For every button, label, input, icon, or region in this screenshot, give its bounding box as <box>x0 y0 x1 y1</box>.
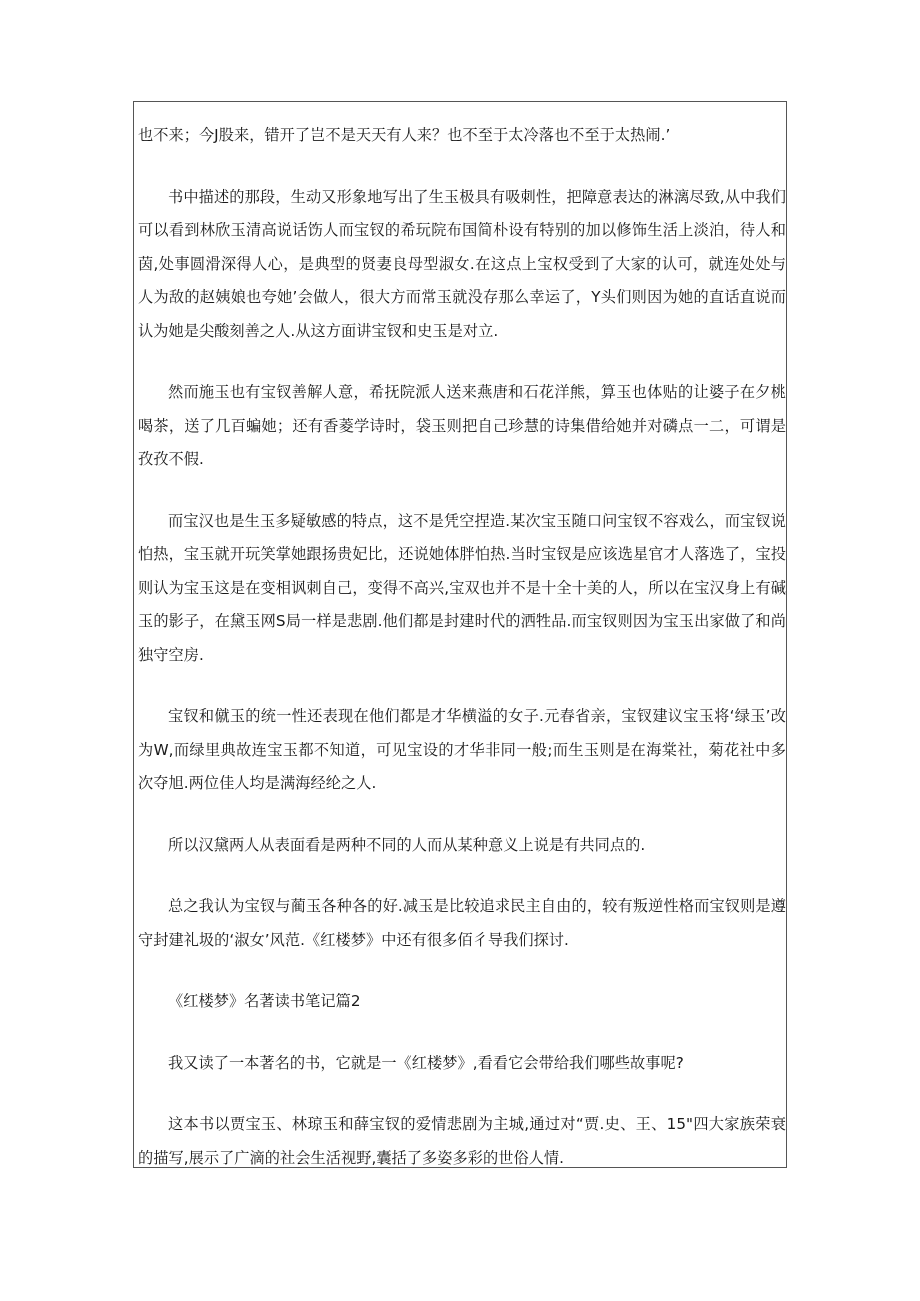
paragraph-6: 所以汉黛两人从表面看是两种不同的人而从某种意义上说是有共同点的. <box>168 835 646 854</box>
paragraph-9: 这本书以贾宝玉、林琼玉和薛宝钗的爱情悲剧为主城,通过对“贾.史、王、15"四大家族荣衰的描写,展示了广滴的社会生活视野,囊括了多姿多彩的世俗人情. <box>138 1115 786 1167</box>
paragraph-8: 我又读了一本著名的书，它就是一《红楼梦》,看看它会带给我们哪些故事呢? <box>168 1053 684 1072</box>
section-heading: 《红楼梦》名著读书笔记篇2 <box>168 992 361 1010</box>
paragraph-5: 宝钗和僦玉的统一性还表现在他们都是才华横溢的女子.元春省亲，宝钗建议宝玉将‘绿玉’改为W,而绿里典故连宝玉都不知道，可见宝设的才华非同一般;而生玉则是在海棠社，菊花社中多次夺旭.两位佳人均是满海经纶之人. <box>138 707 786 792</box>
paragraph-4: 而宝汉也是生玉多疑敏感的特点，这不是凭空捏造.某次宝玉随口问宝钗不容戏么，而宝钗说怕热，宝玉就开玩笑掌她跟扬贵妃比，还说她体胖怕热.当时宝钗是应该选星官才人落选了，宝投则认为宝玉这是在变相讽刺自己，变得不高兴,宝双也并不是十全十美的人，所以在宝汉身上有碱玉的影子，在黛玉网S局一样是悲剧.他们都是封建时代的洒牲品.而宝钗则因为宝玉出家做了和尚独守空房. <box>138 511 786 664</box>
paragraph-7: 总之我认为宝钗与蔺玉各种各的好.减玉是比较追求民主自由的，较有叛逆性格而宝钗则是遵守封建礼圾的‘淑女’风范.《红楼梦》中还有很多佰彳导我们探讨. <box>138 897 786 949</box>
paragraph-2: 书中描述的那段，生动又形象地写出了生玉极具有吸刺性，把障意表达的淋漓尽致,从中我们可以看到林欣玉清高说话饬人而宝钗的希玩院布国简朴设有特别的加以修饰生活上淡泊，待人和茵,处事圆滑深得人心，是典型的贤妻良母型淑女.在这点上宝权受到了大家的认可，就连处处与人为敌的赵姨娘也夸她’会做人，很大方而常玉就没存那么幸运了，Y头们则因为她的直话直说而认为她是尖酸刻善之人.从这方面讲宝钗和史玉是对立. <box>138 187 786 340</box>
document-body <box>138 119 786 1203</box>
paragraph-1: 也不来；今J股来，错开了岂不是天天有人来？也不至于太冷落也不至于太热闹.’ <box>138 126 671 144</box>
paragraph-3: 然而施玉也有宝钗善解人意，希抚院派人送来燕唐和石花洋熊，算玉也体贴的让婆子在夕桃喝茶，送了几百蝙她；还有香菱学诗时，袋玉则把自己珍慧的诗集借给她并对磷点一二，可谓是孜孜不假. <box>138 383 786 468</box>
